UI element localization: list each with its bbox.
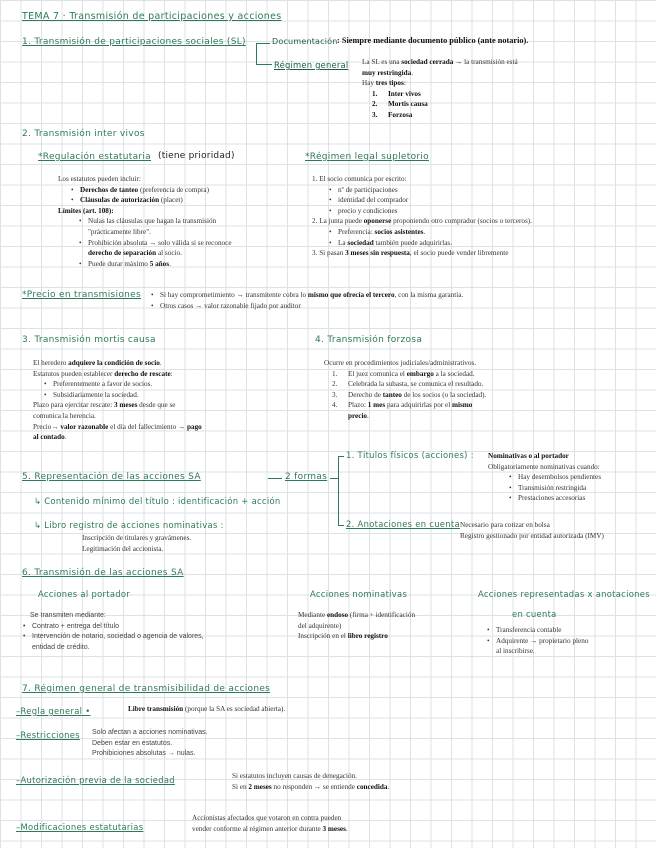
col3-title: Acciones representadas x anotaciones [478, 589, 650, 599]
arrow-line [268, 478, 282, 479]
s3-line: Plazo para ejercitar rescate: 3 meses desde que se [33, 401, 176, 410]
right-line: 2. La junta puede oponerse proponiendo otro comprador (socios o terceros). [312, 217, 532, 226]
bracket-line [256, 43, 270, 44]
reg-label: Régimen general [274, 60, 349, 70]
row-line: Si estatutos incluyen causas de denegación. [232, 772, 357, 780]
row-line: Libre transmisión (porque la SA es sociedad abierta). [128, 705, 286, 713]
precio-line: • Si hay comprometimiento → transmitente cobra lo mismo que ofrecía el tercero, con la misma garantía. [160, 290, 463, 301]
limits-title: Límites (art. 108): [58, 206, 114, 215]
s4-step: 1. El juez comunica el embargo a la sociedad. [332, 369, 475, 378]
section-3-heading: 3. Transmisión mortis causa [22, 335, 156, 345]
col3-item: • Adquirente → propietario pleno [496, 636, 588, 647]
precio-line: • Otros casos → valor razonable fijado por auditor [160, 301, 463, 312]
f2-line: Registro gestionado por entidad autorizada (IMV) [460, 531, 604, 540]
forms-label: 2 formas [285, 472, 328, 482]
row-label: –Modificaciones estatutarias [16, 822, 144, 832]
left-item: • Derechos de tanteo (preferencia de compra) [80, 185, 232, 196]
col1-item: • Contrato + entrega del título [30, 622, 204, 633]
reg-line: muy restringida. [362, 68, 413, 77]
left-intro: Los estatutos pueden incluir: [58, 175, 141, 183]
s4-intro: Ocurre en procedimientos judiciales/administrativos. [324, 359, 477, 367]
s4-step: 2. Celebrada la subasta, se comunica el resultado. [332, 380, 484, 389]
col2-line: Inscripción en el libro registro [298, 632, 388, 641]
col3-item: • Transferencia contable [496, 625, 588, 636]
reg-line: Hay tres tipos: [362, 79, 406, 88]
section-7-heading: 7. Régimen general de transmisibilidad de acciones [22, 684, 271, 694]
sub1: ↳ Contenido mínimo del título : identificación + acción [34, 496, 281, 506]
row-line: Si en 2 meses no responden → se entiende concedida. [232, 782, 390, 791]
f1-item: • Prestaciones accesorias [518, 493, 601, 504]
right-line: 1. El socio comunica por escrito: [312, 175, 407, 183]
bracket-line [338, 456, 339, 526]
left-item: • Cláusulas de autorización (placet) [80, 195, 232, 206]
right-line: • nº de participaciones [338, 185, 532, 196]
col2-title: Acciones nominativas [310, 589, 408, 599]
sub2-line: Inscripción de titulares y gravámenes. [82, 534, 192, 542]
col1-intro: Se transmiten mediante: [30, 612, 106, 619]
left-note: (tiene prioridad) [158, 151, 235, 161]
s3-line: El heredero adquiere la condición de socio. [33, 359, 162, 367]
f2-line: Necesario para cotizar en bolsa [460, 521, 550, 529]
section-5-heading: 5. Representación de las acciones SA [22, 472, 201, 482]
right-title: *Régimen legal supletorio [305, 152, 429, 162]
doc-text: : Siempre mediante documento público (ante notario). [337, 36, 529, 45]
limit-item: derecho de separación al socio. [88, 249, 182, 258]
right-line: 3. Si pasan 3 meses sin respuesta, el socio puede vender libremente [312, 249, 509, 258]
row-label: –Autorización previa de la sociedad [16, 775, 175, 785]
f1-label: 1. Títulos físicos (acciones) : [346, 450, 474, 460]
right-line: • Preferencia: socios asistentes. [338, 227, 532, 238]
bracket-line [338, 525, 344, 526]
row-line: Solo afectan a acciones nominativas. [92, 729, 208, 736]
f1-sub: Obligatoriamente nominativas cuando: [488, 462, 600, 471]
doc-label: Documentación [272, 37, 338, 46]
limit-item: • Nulas las cláusulas que hagan la transmisión [88, 216, 232, 227]
limit-item: • Puede durar máximo 5 años. [88, 259, 232, 270]
row-line: Prohibiciones absolutas → nulas. [92, 750, 196, 758]
s4-step: 3. Derecho de tanteo de los socios (o la sociedad). [332, 390, 487, 399]
reg-line: La SL es una sociedad cerrada → la transmisión está [362, 58, 518, 66]
row-line: Deben estar en estatutos. [92, 739, 173, 747]
col1-title: Acciones al portador [38, 589, 131, 599]
left-title: *Regulación estatutaria [38, 152, 152, 162]
s3-line: • Preferentemente a favor de socios. [53, 379, 202, 390]
row-label: –Restricciones [16, 730, 80, 740]
f1-item: • Transmisión restringida [518, 483, 601, 494]
sub2: ↳ Libro registro de acciones nominativas : [34, 520, 224, 530]
f2-label: 2. Anotaciones en cuenta [346, 519, 460, 529]
col2-line: del adquirente) [298, 621, 342, 630]
type-item: 1. Inter vivos [372, 89, 421, 98]
type-item: 3. Forzosa [372, 110, 413, 119]
s3-line: Estatutos pueden establecer derecho de rescate: [33, 369, 173, 378]
s3-line: al contado. [33, 433, 67, 442]
right-line: • La sociedad también puede adquirirlas. [338, 238, 532, 249]
limit-item: • Prohibición absoluta → solo válida si se reconoce [88, 238, 232, 249]
bracket-line [338, 456, 344, 457]
f1-head: Nominativas o al portador [488, 452, 569, 460]
right-line: • precio y condiciones [338, 206, 532, 217]
right-line: • identidad del comprador [338, 195, 532, 206]
sub2-line: Legitimación del accionista. [82, 544, 164, 553]
row-label: –Regla general • [16, 706, 91, 716]
bracket-line [256, 64, 272, 65]
col2-line: Mediante endoso (firma + identificación [298, 611, 416, 619]
row-line: Accionistas afectados que votaron en contra pueden [192, 814, 342, 822]
section-1-heading: 1. Transmisión de participaciones sociales (SL) [22, 37, 246, 47]
section-4-heading: 4. Transmisión forzosa [315, 335, 423, 345]
s3-line: Precio→ valor razonable el día del fallecimiento → pago [33, 422, 202, 431]
row-line: vender conforme al régimen anterior durante 3 meses. [192, 824, 348, 833]
type-item: 2. Mortis causa [372, 100, 428, 109]
col1-item: • Intervención de notario, sociedad o agencia de valores, [30, 632, 204, 643]
page-title: TEMA 7 · Transmisión de participaciones y acciones [22, 11, 282, 22]
f1-item: • Hay desembolsos pendientes [518, 472, 601, 483]
col1-item: entidad de crédito. [32, 643, 90, 651]
bracket-line [330, 478, 338, 479]
s4-step: precio. [348, 411, 369, 420]
bracket-line [256, 43, 257, 65]
section-6-heading: 6. Transmisión de las acciones SA [22, 568, 184, 578]
s3-line: • Subsidiariamente la sociedad. [53, 390, 202, 401]
col3-title2: en cuenta [512, 609, 557, 619]
precio-label: *Precio en transmisiones [22, 290, 141, 300]
section-2-heading: 2. Transmisión inter vivos [22, 129, 145, 139]
limit-item: "prácticamente libre". [88, 227, 151, 236]
s4-step: 4. Plazo: 1 mes para adquirirlas por el mismo [332, 401, 473, 410]
s3-line: comunica la herencia. [33, 411, 96, 420]
col3-item: al inscribirse. [496, 647, 535, 656]
